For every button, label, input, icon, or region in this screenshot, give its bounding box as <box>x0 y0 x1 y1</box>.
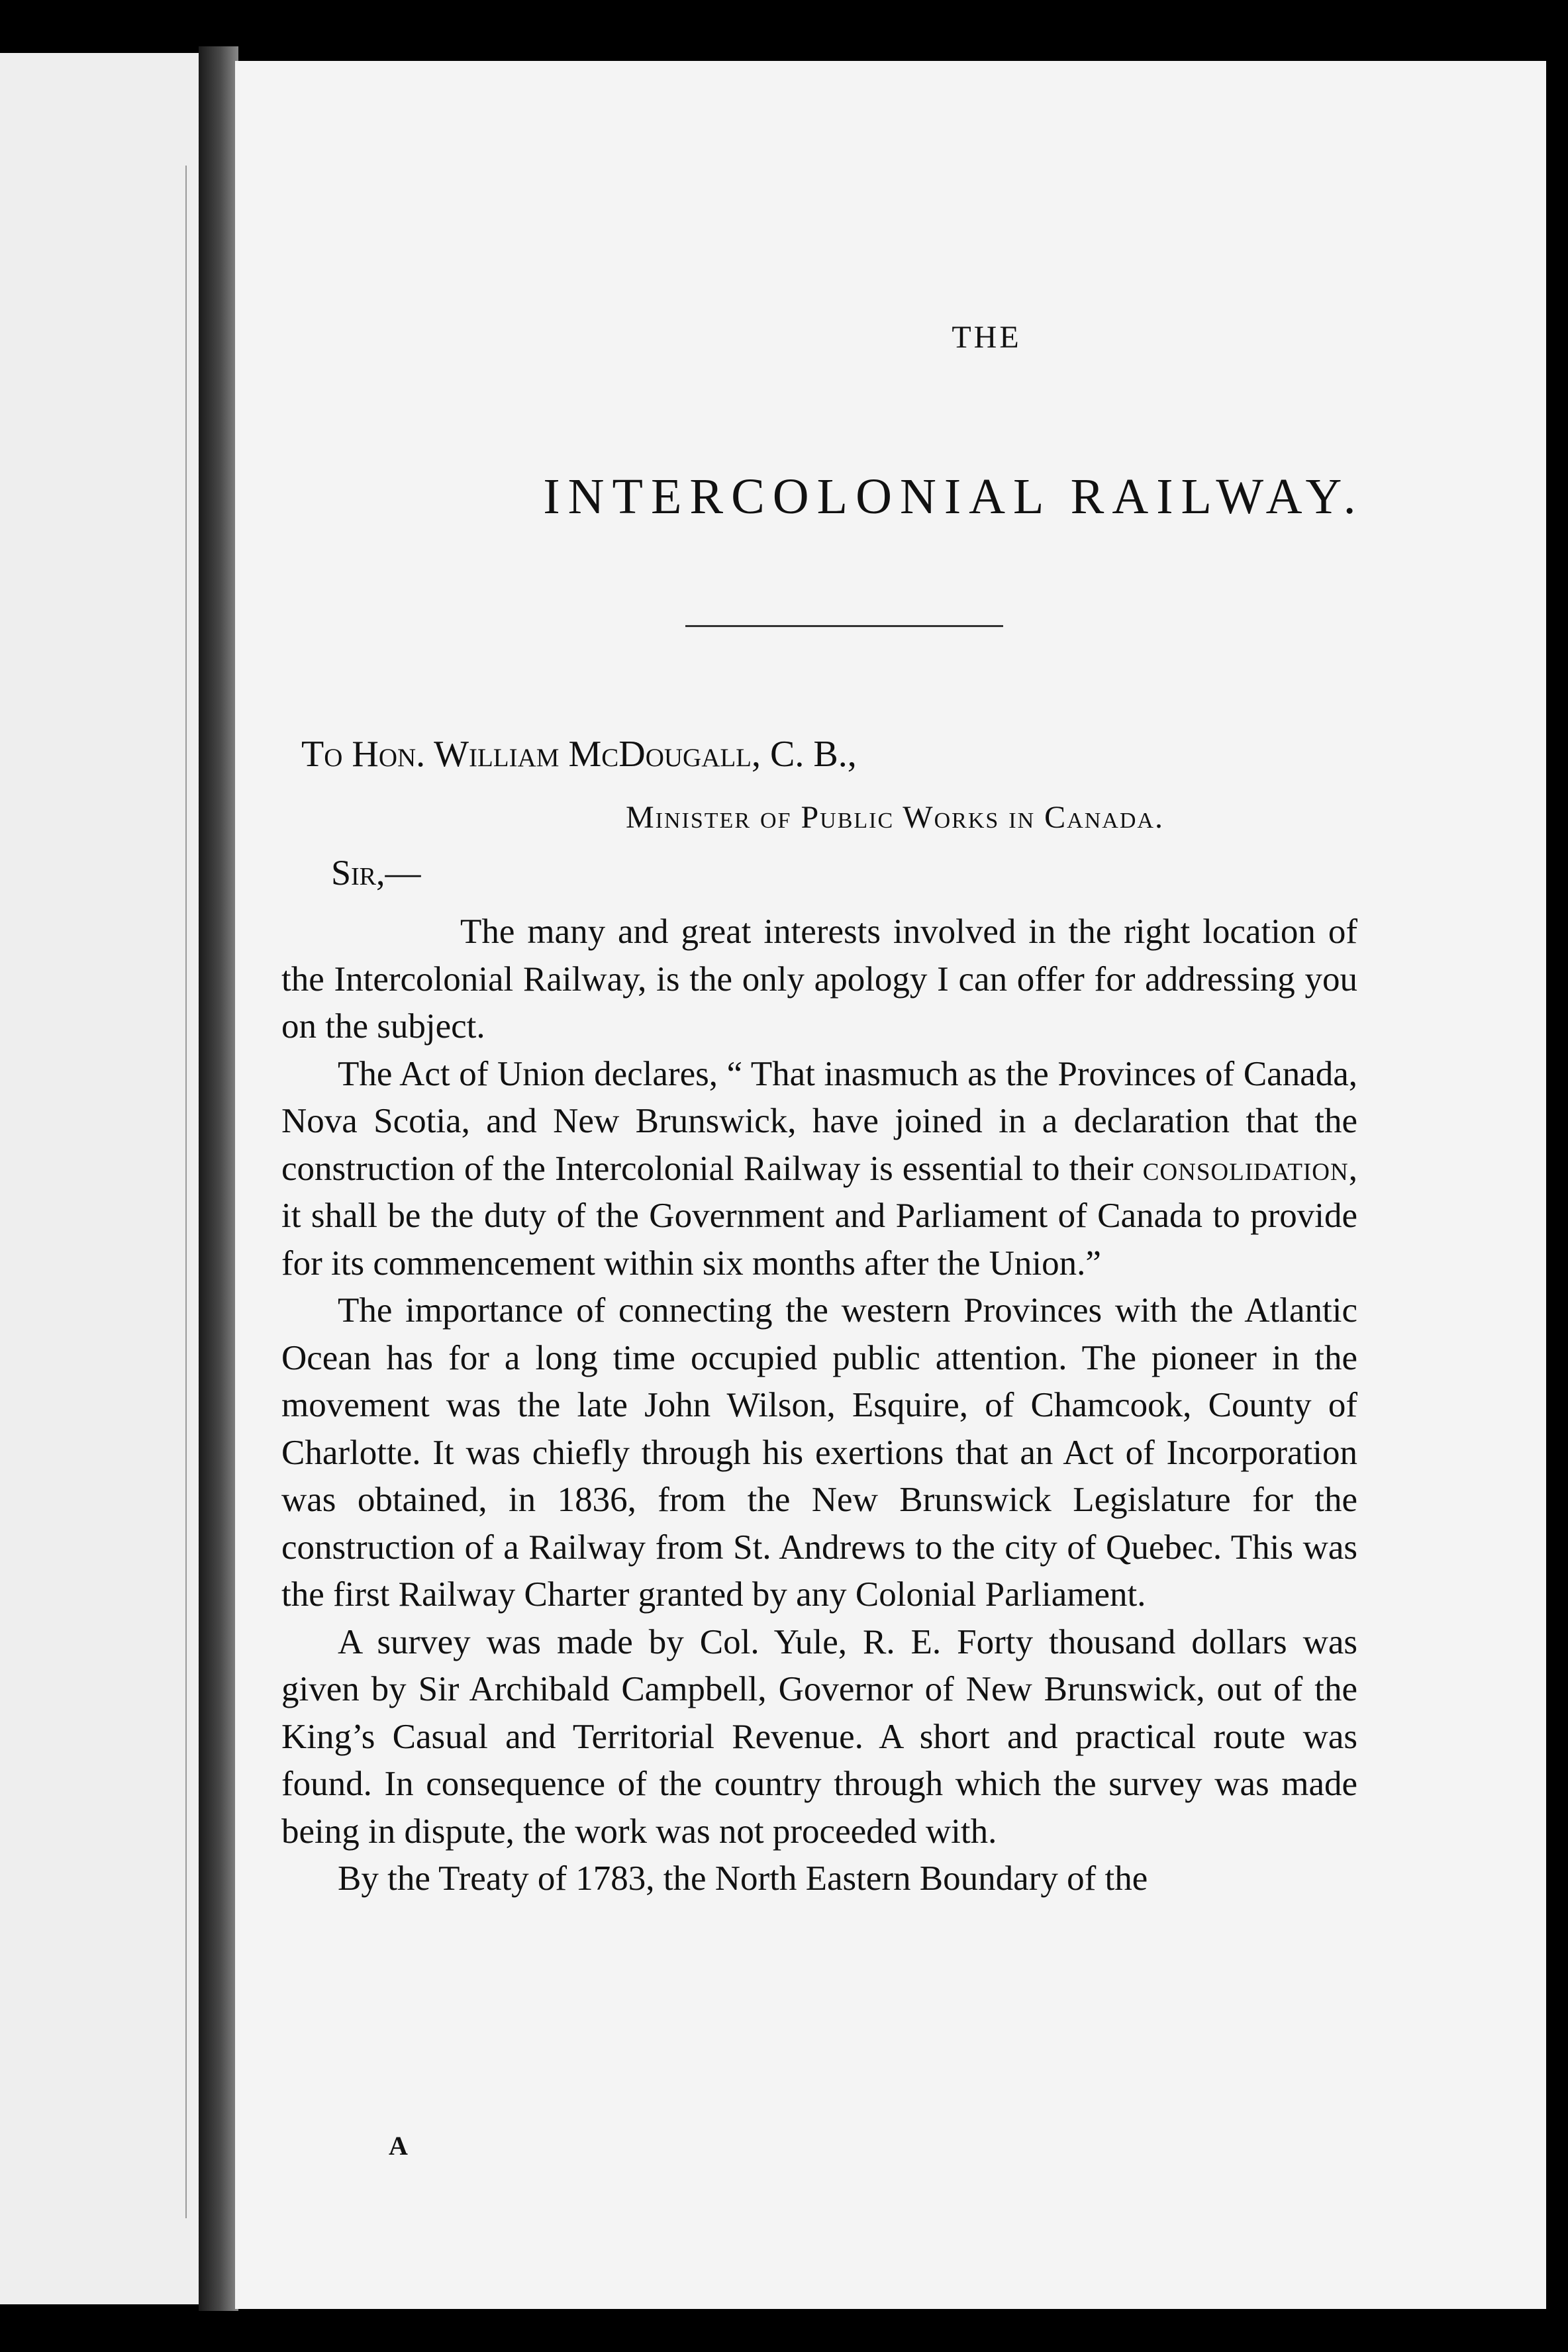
salutation: Sir,— <box>331 853 421 893</box>
page-title: INTERCOLONIAL RAILWAY. <box>543 469 1364 524</box>
paragraph-text: The Act of Union declares, “ That inasmuch as the Provinces of Canada, Nova Scotia, and New Brunswick, have joined in a declaration that the construction of the Intercolonial Railway is essential to their <box>281 1054 1357 1188</box>
addressee-title: Minister of Public Works in Canada. <box>626 800 1164 835</box>
document-page <box>235 61 1546 2309</box>
paragraph: The many and great interests involved in the right location of the Intercolonial Railway, is the only apology I can offer for addressing you on the subject. <box>281 912 1357 1046</box>
signature-mark: A <box>389 2131 408 2161</box>
paragraph: The importance of connecting the western Provinces with the Atlantic Ocean has for a long time occupied public attention. The pioneer in the movement was the late John Wilson, Esquire, of Chamcook, County of Charlotte. It was chiefly through his exertions that an Act of Incorporation was obtained, in 1836, from the New Brunswick Legislature for the construction of a Railway from St. Andrews to the city of Quebec. This was the first Railway Charter granted by any Colonial Parliament. <box>281 1291 1357 1614</box>
facing-page <box>0 53 199 2304</box>
paragraph <box>281 1051 1357 1288</box>
heading-small: THE <box>952 320 1022 355</box>
title-rule <box>685 625 1003 627</box>
book-gutter <box>199 46 238 2311</box>
body-text <box>281 908 1357 1903</box>
emphasis-text: consolidation <box>1142 1149 1349 1188</box>
page-content <box>235 61 1546 2309</box>
paragraph-text: , it shall be the duty of the Government and Parliament of Canada to provide for its commencement within six months after the Union.” <box>281 1149 1357 1283</box>
paragraph: A survey was made by Col. Yule, R. E. Forty thousand dollars was given by Sir Archibald Campbell, Governor of New Brunswick, out of the King’s Casual and Territorial Revenue. A short and practical route was found. In consequence of the country through which the survey was made being in dispute, the work was not proceeded with. <box>281 1622 1357 1851</box>
facing-page-edge <box>185 166 187 2218</box>
addressee-line: To Hon. William McDougall, C. B., <box>301 734 857 775</box>
paragraph: By the Treaty of 1783, the North Eastern Boundary of the <box>338 1859 1148 1898</box>
